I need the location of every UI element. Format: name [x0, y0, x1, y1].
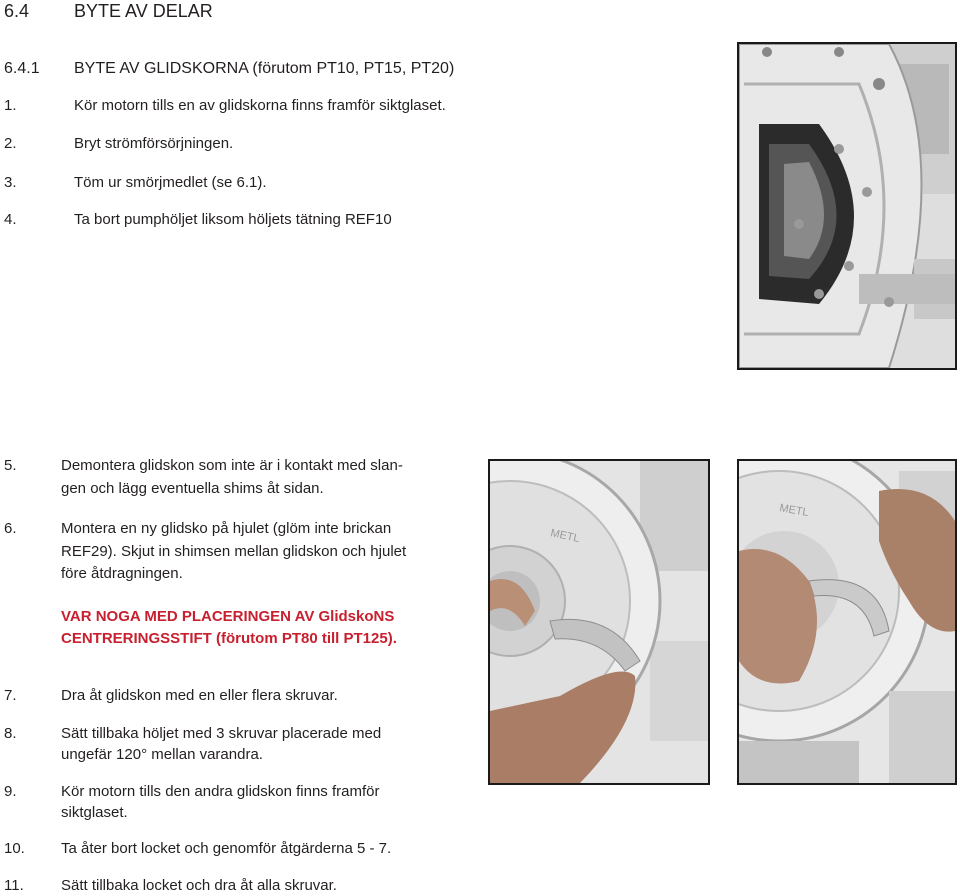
step-text: Kör motorn tills en av glidskorna finns framför siktglaset. — [74, 97, 446, 114]
step-text: Demontera glidskon som inte är i kontakt med slan- — [61, 457, 403, 474]
warning-text: VAR NOGA MED PLACERINGEN AV GlidskoNS — [61, 608, 395, 625]
glide-shoe-fitting-photo — [737, 459, 957, 785]
step-text: Ta bort pumphöljet liksom höljets tätning REF10 — [74, 211, 392, 228]
step-text: siktglaset. — [61, 804, 128, 821]
pump-sightglass-illustration — [739, 44, 955, 368]
step-number: 4. — [4, 211, 17, 228]
step-text: före åtdragningen. — [61, 565, 183, 582]
glide-shoe-removal-photo — [488, 459, 710, 785]
step-number: 10. — [4, 840, 25, 857]
step-text: Dra åt glidskon med en eller flera skruvar. — [61, 687, 338, 704]
step-text: Montera en ny glidsko på hjulet (glöm inte brickan — [61, 520, 392, 537]
step-number: 9. — [4, 783, 17, 800]
step-number: 8. — [4, 725, 17, 742]
section-title: BYTE AV DELAR — [74, 1, 213, 21]
step-text: ungefär 120° mellan varandra. — [61, 746, 263, 763]
wheel-stamp-text: METL — [778, 502, 810, 520]
step-number: 5. — [4, 457, 17, 474]
step-text: Bryt strömförsörjningen. — [74, 135, 234, 152]
warning-text: CENTRERINGSSTIFT (förutom PT80 till PT125). — [61, 630, 397, 647]
pump-sightglass-photo — [737, 42, 957, 370]
step-text: REF29). Skjut in shimsen mellan glidskon och hjulet — [61, 543, 407, 560]
glide-shoe-fitting-illustration — [739, 461, 955, 783]
step-text: Ta åter bort locket och genomför åtgärderna 5 - 7. — [61, 840, 392, 857]
step-text: Sätt tillbaka höljet med 3 skruvar placerade med — [61, 725, 382, 742]
step-number: 2. — [4, 135, 17, 152]
step-number: 7. — [4, 687, 17, 704]
step-text: gen och lägg eventuella shims åt sidan. — [61, 480, 324, 497]
subsection-number: 6.4.1 — [4, 60, 40, 77]
step-number: 11. — [4, 877, 24, 894]
wheel-stamp-text: METL — [549, 527, 581, 546]
step-number: 3. — [4, 174, 17, 191]
step-number: 6. — [4, 520, 17, 537]
subsection-title: BYTE AV GLIDSKORNA (förutom PT10, PT15, PT20) — [74, 60, 455, 77]
step-number: 1. — [4, 97, 17, 114]
step-text: Kör motorn tills den andra glidskon finns framför — [61, 783, 380, 800]
section-number: 6.4 — [4, 1, 30, 21]
step-text: Töm ur smörjmedlet (se 6.1). — [74, 174, 267, 191]
glide-shoe-removal-illustration — [490, 461, 708, 783]
step-text: Sätt tillbaka locket och dra åt alla skruvar. — [61, 877, 337, 894]
